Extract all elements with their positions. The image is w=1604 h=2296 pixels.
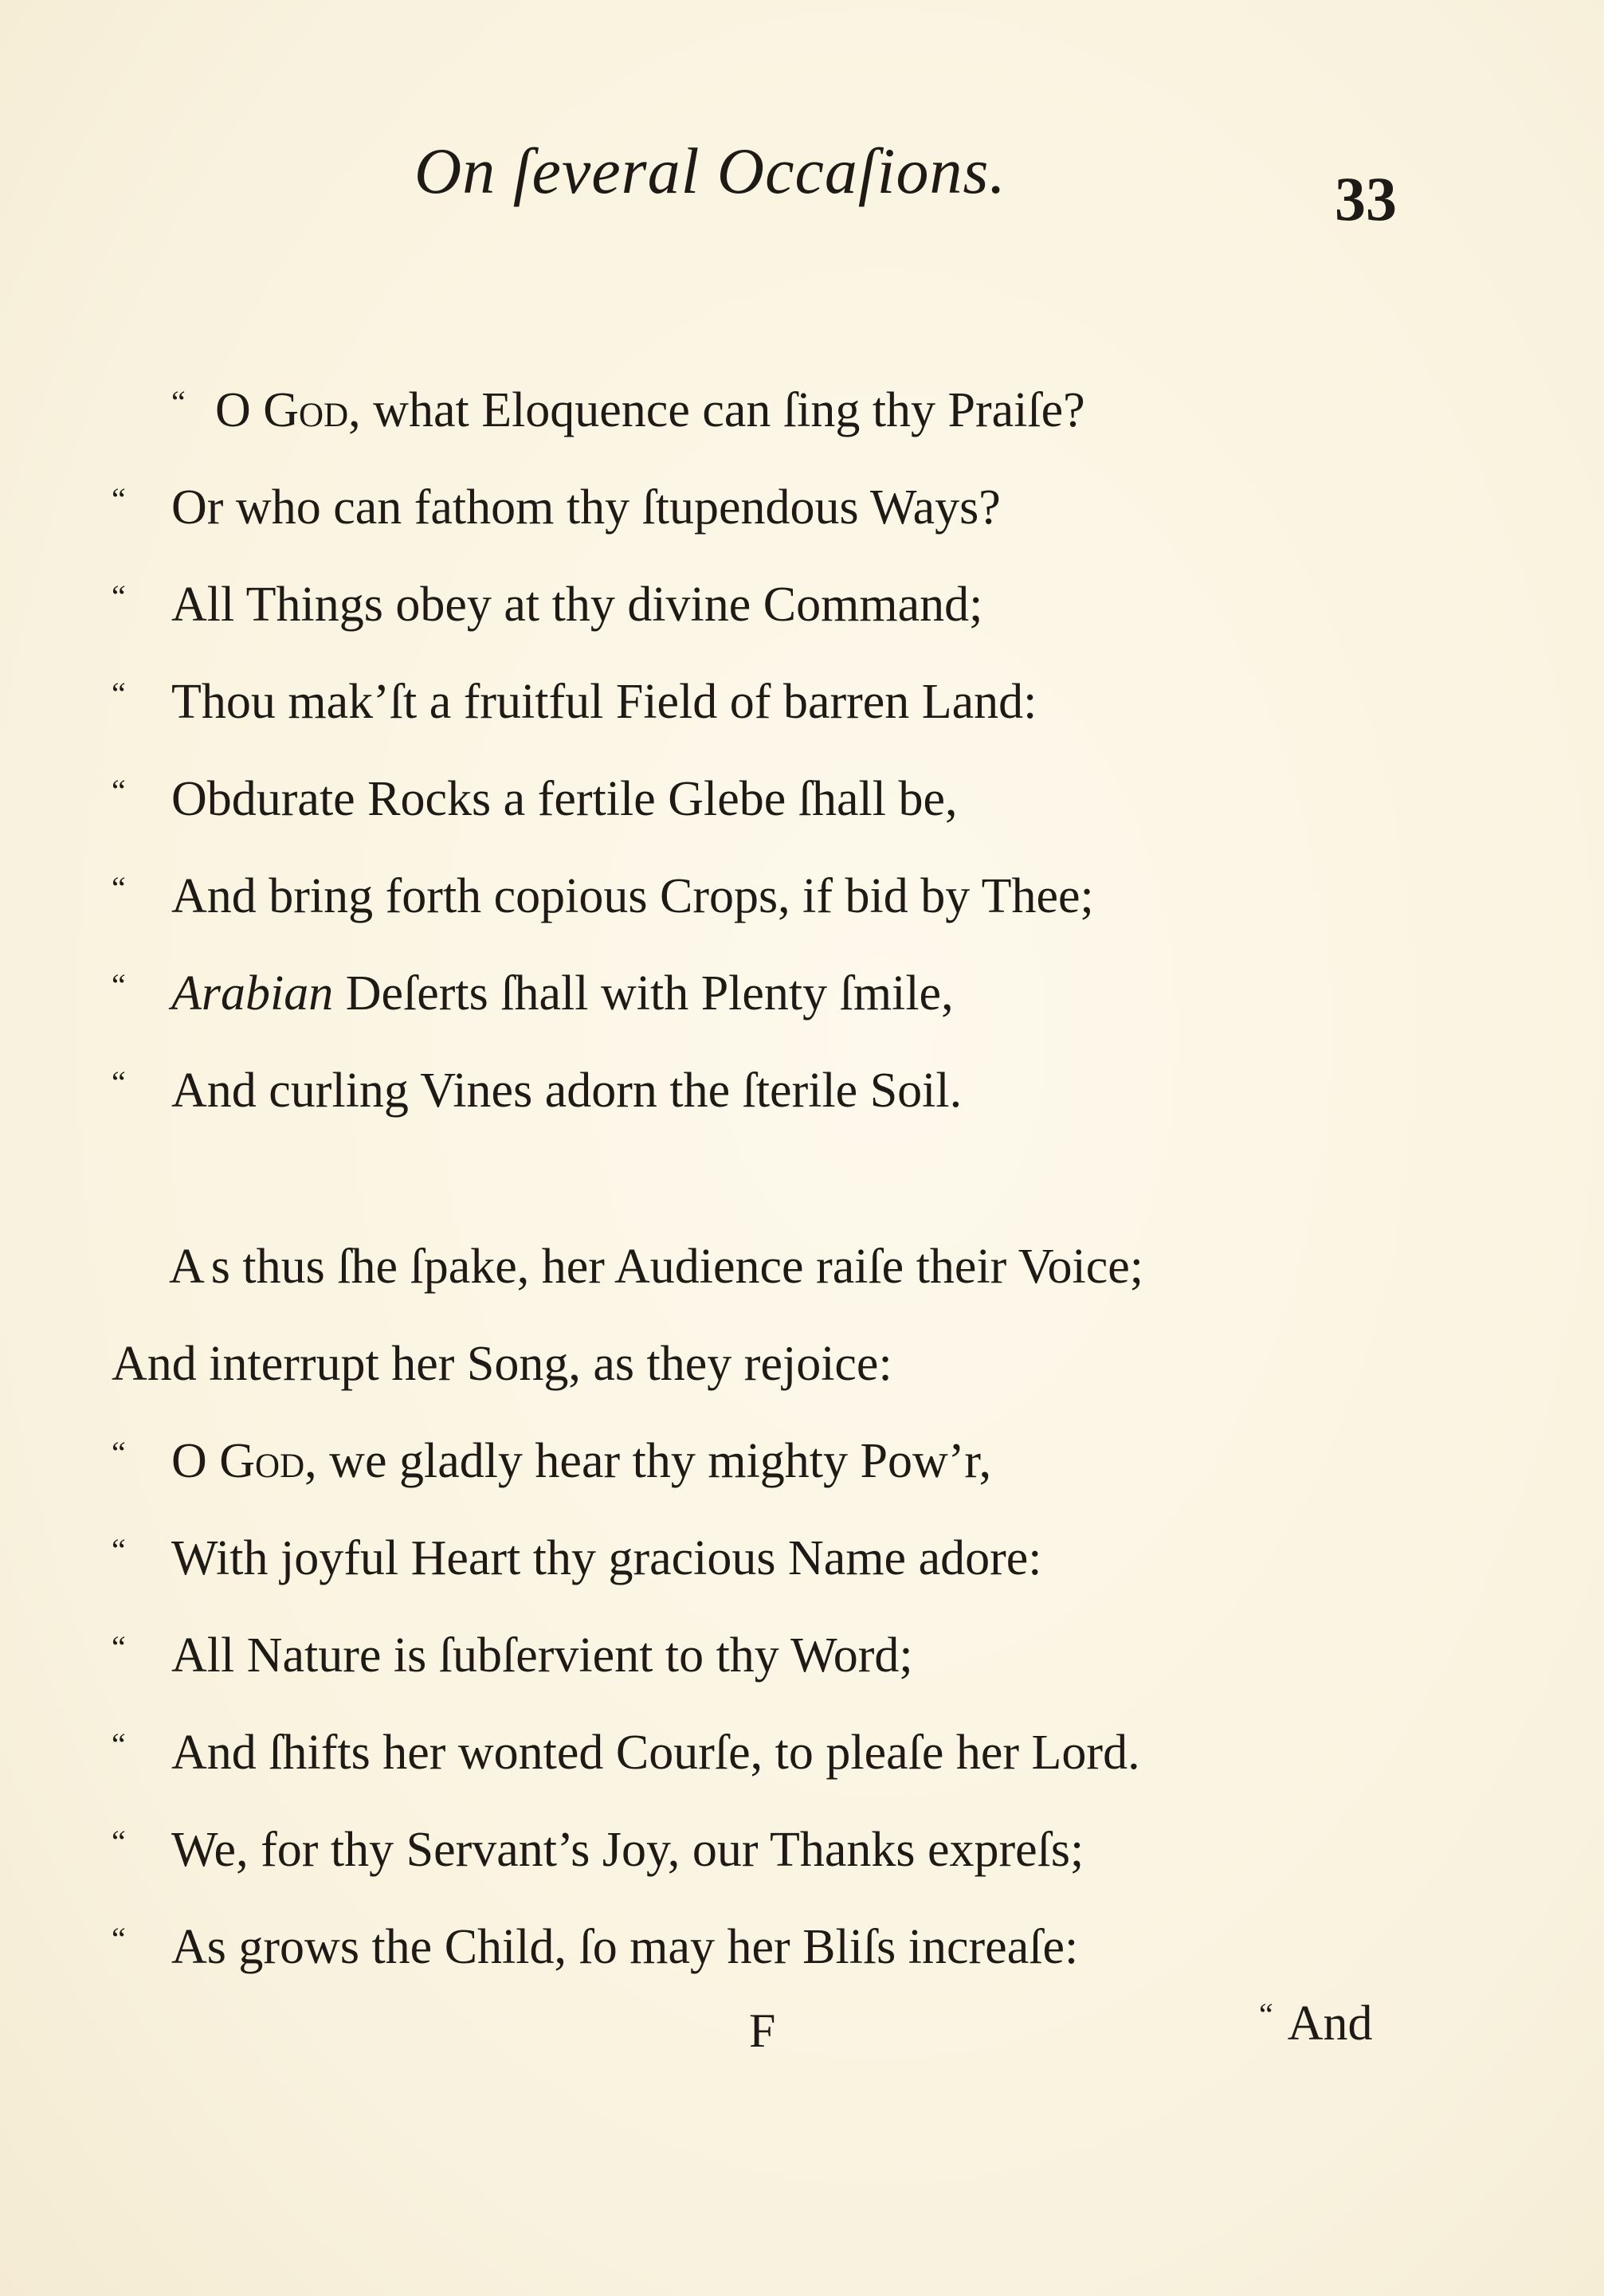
quote-mark: “	[112, 1921, 126, 1957]
verse-text: We, for thy Servant’s Joy, our Thanks expreſs;	[171, 1823, 1084, 1877]
quote-mark: “	[112, 870, 126, 906]
verse-line	[0, 1616, 1604, 1695]
quote-mark: “	[112, 773, 126, 809]
verse-text: As grows the Child, ſo may her Bliſs increaſe:	[171, 1920, 1079, 1974]
verse-line	[0, 1421, 1604, 1501]
verse-line	[0, 468, 1604, 547]
verse-line	[0, 1518, 1604, 1598]
verse-line	[0, 856, 1604, 936]
verse-text: O God, what Eloquence can ſing thy Praiſe?	[215, 383, 1085, 437]
catchword: “ And	[1259, 1996, 1373, 2051]
verse-text: All Things obey at thy divine Command;	[171, 578, 983, 632]
quote-mark: “	[112, 1532, 126, 1568]
verse-line	[0, 1227, 1604, 1307]
verse-text: Thou mak’ſt a fruitful Field of barren Land:	[171, 675, 1037, 729]
quote-mark: “	[112, 578, 126, 614]
verse-line	[0, 662, 1604, 742]
quote-mark: “	[112, 1064, 126, 1100]
verse-text: Arabian Deſerts ſhall with Plenty ſmile,	[171, 966, 954, 1021]
quote-mark: “	[112, 481, 126, 517]
verse-text: And curling Vines adorn the ſterile Soil.	[171, 1064, 963, 1118]
verse-text: And ſhifts her wonted Courſe, to pleaſe her Lord.	[171, 1726, 1140, 1780]
verse-text: All Nature is ſubſervient to thy Word;	[171, 1628, 913, 1683]
quote-mark: “	[112, 1824, 126, 1859]
verse-line	[0, 1713, 1604, 1793]
verse-text: And bring forth copious Crops, if bid by Thee;	[171, 869, 1094, 923]
quote-mark: “	[112, 1629, 126, 1665]
verse-line	[0, 954, 1604, 1033]
verse-line	[0, 370, 1604, 450]
verse-line	[0, 1051, 1604, 1130]
verse-line	[0, 1907, 1604, 1987]
verse-text: Or who can fathom thy ſtupendous Ways?	[171, 480, 1001, 535]
quote-mark: “	[112, 967, 126, 1003]
verse-text: And interrupt her Song, as they rejoice:	[112, 1337, 892, 1391]
verse-text: O God, we gladly hear thy mighty Pow’r,	[171, 1434, 992, 1488]
running-head: On ſeveral Occaſions.	[414, 135, 1006, 207]
verse-line	[0, 1324, 1604, 1404]
quote-mark: “	[112, 676, 126, 711]
quote-mark: “	[171, 384, 186, 420]
verse-line	[0, 1810, 1604, 1890]
quote-mark: “	[112, 1726, 126, 1762]
verse-text: As thus ſhe ſpake, her Audience raiſe their Voice;	[169, 1240, 1143, 1294]
verse-line	[0, 759, 1604, 839]
verse-line	[0, 565, 1604, 645]
signature-mark: F	[749, 2004, 776, 2057]
quote-mark: “	[112, 1435, 126, 1471]
verse-text: With joyful Heart thy gracious Name adore:	[171, 1531, 1042, 1585]
verse-text: Obdurate Rocks a fertile Glebe ſhall be,	[171, 772, 958, 826]
page-number: 33	[1335, 164, 1397, 233]
